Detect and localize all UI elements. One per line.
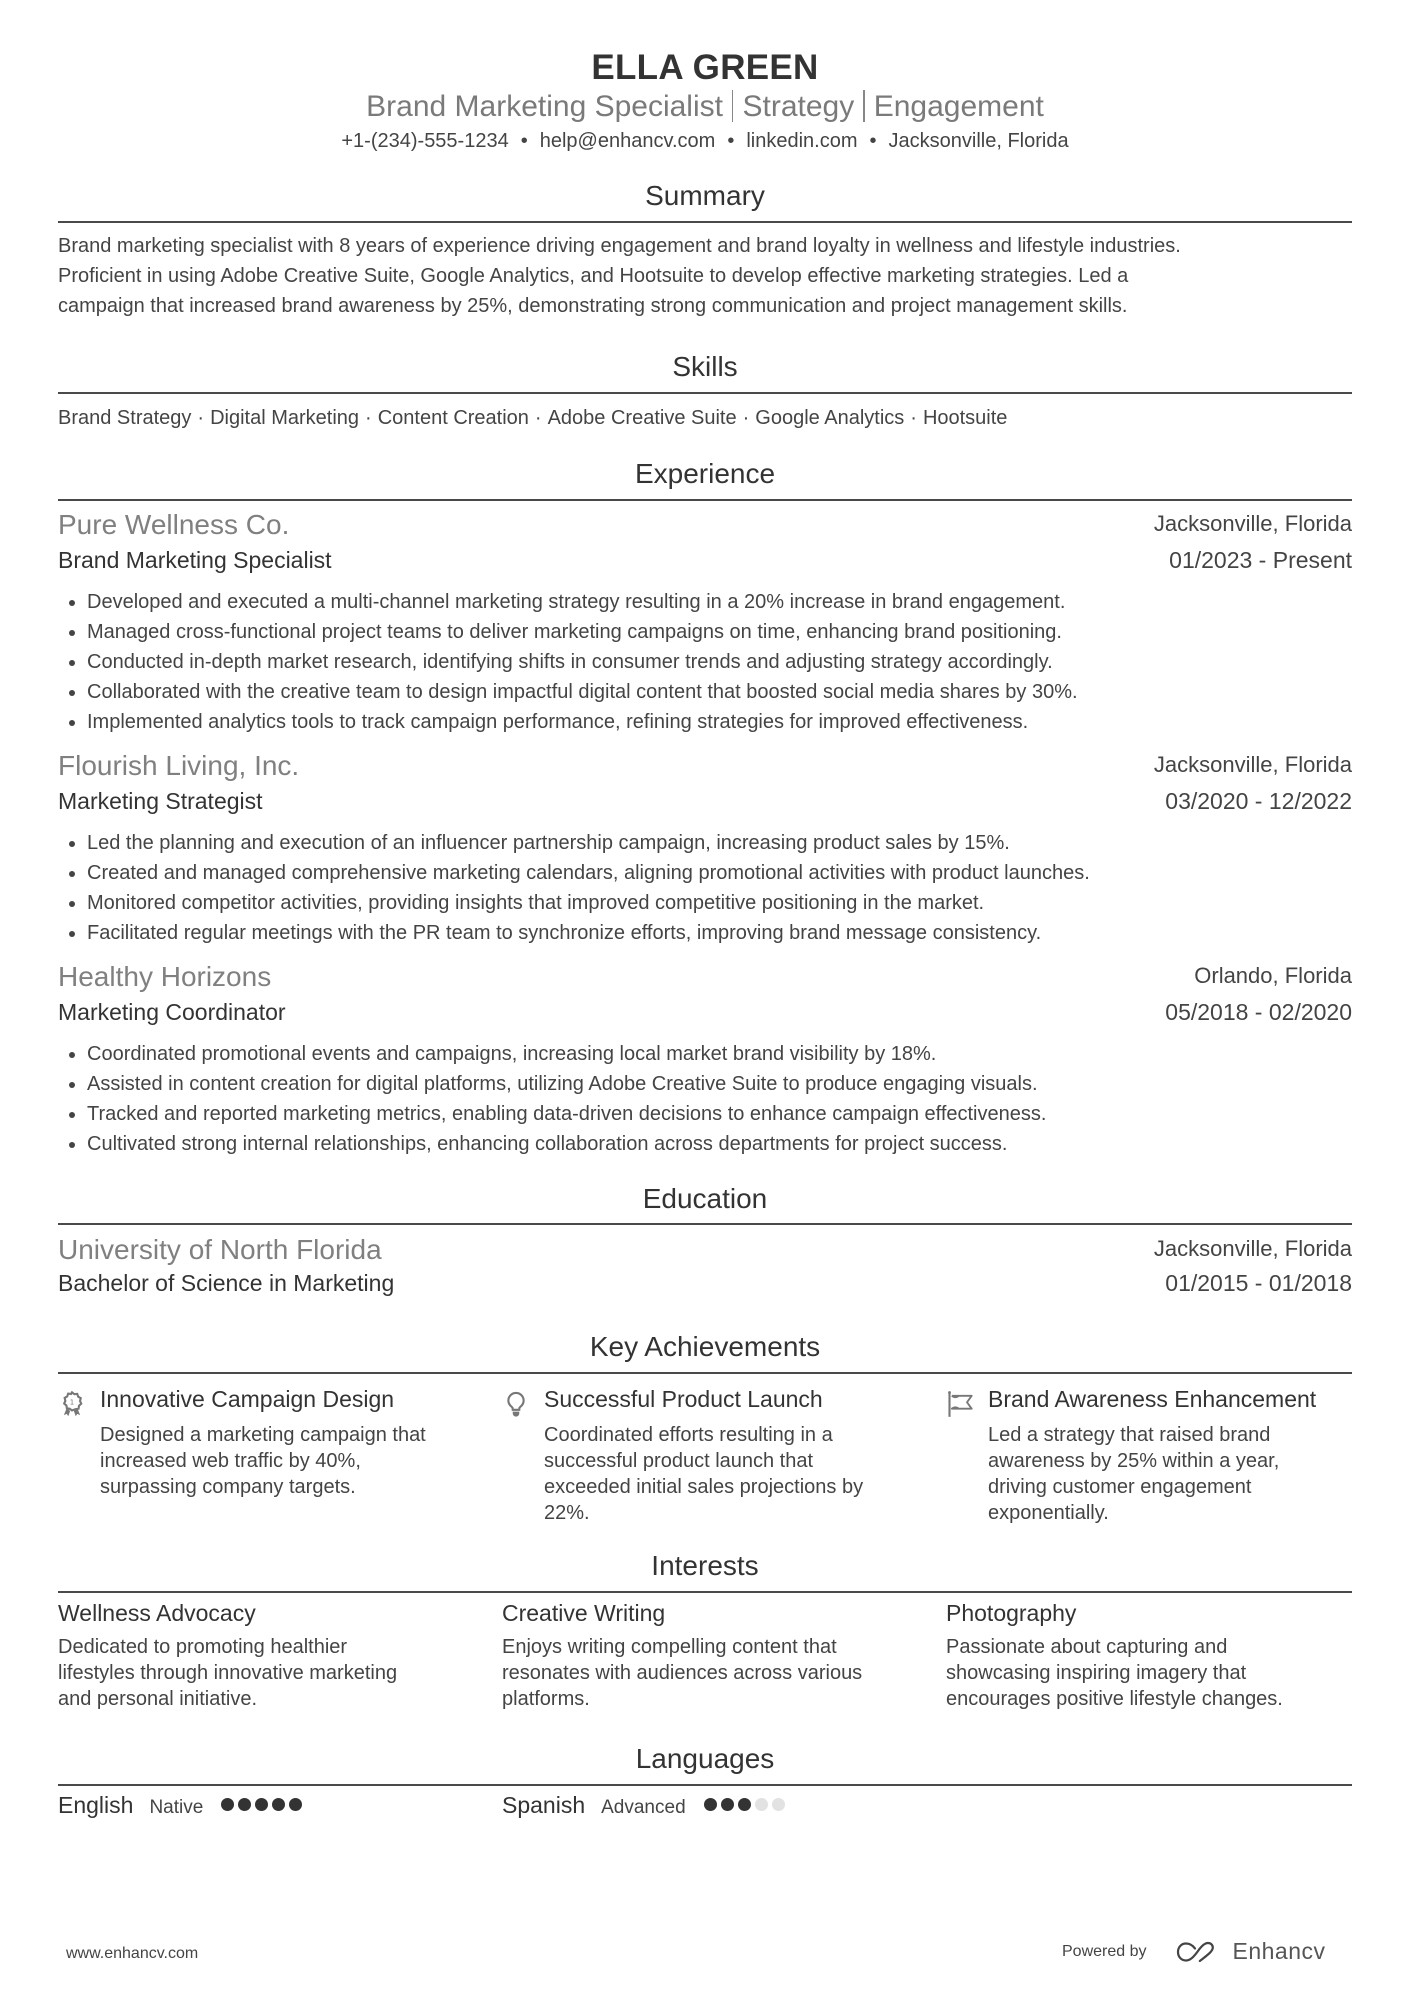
interest-line: encourages positive lifestyle changes.	[946, 1688, 1283, 1710]
interest-description	[502, 1634, 912, 1712]
section-divider	[58, 221, 1352, 223]
language-name: English	[58, 1792, 134, 1818]
award-ribbon-icon	[58, 1390, 86, 1418]
contact-separator: •	[727, 130, 735, 152]
rating-dot-filled	[721, 1798, 734, 1811]
company-name: Healthy Horizons	[58, 961, 272, 992]
skill-item: Hootsuite	[922, 407, 1008, 429]
powered-by-label: Powered by	[1062, 1942, 1147, 1960]
achievement-line: exponentially.	[988, 1502, 1109, 1524]
achievement-line: Designed a marketing campaign that	[100, 1424, 426, 1446]
bullet-item: Led the planning and execution of an influencer partnership campaign, increasing product sales by 15%.	[58, 828, 1090, 858]
headline-divider	[863, 90, 865, 122]
job-title: Marketing Strategist	[58, 788, 263, 814]
section-divider	[58, 1784, 1352, 1786]
language-rating	[221, 1798, 302, 1811]
footer-powered-by[interactable]	[1062, 1938, 1326, 1965]
headline-focus-2: Engagement	[873, 90, 1044, 123]
achievement-line: surpassing company targets.	[100, 1476, 356, 1498]
candidate-name: ELLA GREEN	[591, 48, 819, 87]
interest-title: Creative Writing	[502, 1600, 666, 1626]
section-divider	[58, 1591, 1352, 1593]
language-item	[58, 1792, 302, 1819]
section-title-skills: Skills	[672, 351, 738, 382]
svg-text:1: 1	[69, 1398, 75, 1407]
contact-email[interactable]: help@enhancv.com	[539, 130, 716, 152]
interest-description	[58, 1634, 468, 1712]
achievement-line: exceeded initial sales projections by	[544, 1476, 864, 1498]
job-bullets	[58, 828, 1090, 948]
section-title-languages: Languages	[635, 1743, 775, 1774]
section-divider	[58, 499, 1352, 501]
interest-line: Enjoys writing compelling content that	[502, 1636, 837, 1658]
achievement-line: successful product launch that	[544, 1450, 814, 1472]
skill-item: Digital Marketing	[210, 407, 360, 429]
skill-separator: ·	[365, 407, 372, 429]
rating-dot-empty	[755, 1798, 768, 1811]
achievement-title: Innovative Campaign Design	[100, 1386, 395, 1412]
school-location: Jacksonville, Florida	[1153, 1236, 1352, 1261]
bullet-item: Collaborated with the creative team to design impactful digital content that boosted social media shares by 30%.	[58, 677, 1078, 707]
company-name: Pure Wellness Co.	[58, 509, 290, 540]
headline-focus-1: Strategy	[742, 90, 855, 123]
achievement-description	[988, 1422, 1378, 1526]
achievement-description	[544, 1422, 934, 1526]
achievement-title: Brand Awareness Enhancement	[988, 1386, 1317, 1412]
rating-dot-empty	[772, 1798, 785, 1811]
skill-item: Adobe Creative Suite	[547, 407, 737, 429]
headline-role: Brand Marketing Specialist	[366, 90, 723, 123]
language-level: Advanced	[601, 1797, 686, 1818]
achievement-line: Coordinated efforts resulting in a	[544, 1424, 833, 1446]
job-location: Jacksonville, Florida	[1153, 752, 1352, 777]
job-location: Orlando, Florida	[1194, 963, 1352, 988]
contact-line	[58, 130, 1352, 153]
language-item	[502, 1792, 785, 1819]
bullet-item: Created and managed comprehensive marketing calendars, aligning promotional activities with product launches.	[58, 858, 1090, 888]
job-dates: 05/2018 - 02/2020	[1165, 999, 1352, 1025]
skill-separator: ·	[742, 407, 750, 429]
language-rating	[704, 1798, 785, 1811]
bullet-item: Facilitated regular meetings with the PR team to synchronize efforts, improving brand message consistency.	[58, 918, 1090, 948]
section-divider	[58, 1223, 1352, 1225]
skills-list	[58, 403, 1007, 433]
job-location: Jacksonville, Florida	[1153, 511, 1352, 536]
achievement-title: Successful Product Launch	[544, 1386, 823, 1412]
enhancv-brand-name: Enhancv	[1232, 1938, 1326, 1964]
language-name: Spanish	[502, 1792, 586, 1818]
section-divider	[58, 1372, 1352, 1374]
skill-separator: ·	[910, 407, 917, 429]
job-dates: 01/2023 - Present	[1169, 547, 1352, 573]
rating-dot-filled	[238, 1798, 251, 1811]
interest-title: Wellness Advocacy	[58, 1600, 256, 1626]
bullet-item: Coordinated promotional events and campaigns, increasing local market brand visibility by 18%.	[58, 1039, 1046, 1069]
section-title-education: Education	[642, 1183, 768, 1214]
achievement-description	[100, 1422, 490, 1500]
bullet-item: Assisted in content creation for digital platforms, utilizing Adobe Creative Suite to produce engaging visuals.	[58, 1069, 1046, 1099]
interest-line: lifestyles through innovative marketing	[58, 1662, 398, 1684]
rating-dot-filled	[289, 1798, 302, 1811]
bullet-item: Tracked and reported marketing metrics, enabling data-driven decisions to enhance campaign effectiveness.	[58, 1099, 1046, 1129]
enhancv-logo-icon	[1175, 1940, 1223, 1964]
lightbulb-icon	[502, 1390, 530, 1418]
skill-separator: ·	[534, 407, 542, 429]
company-name: Flourish Living, Inc.	[58, 750, 300, 781]
summary-line: campaign that increased brand awareness by 25%, demonstrating strong communication and project management skills.	[58, 295, 1128, 317]
bullet-item: Managed cross-functional project teams to deliver marketing campaigns on time, enhancing brand positioning.	[58, 617, 1078, 647]
interest-line: and personal initiative.	[58, 1688, 258, 1710]
bullet-item: Cultivated strong internal relationships, enhancing collaboration across departments for project success.	[58, 1129, 1046, 1159]
rating-dot-filled	[704, 1798, 717, 1811]
job-title: Marketing Coordinator	[58, 999, 286, 1025]
summary-line: Brand marketing specialist with 8 years of experience driving engagement and brand loyalty in wellness and lifestyle industries.	[58, 235, 1181, 257]
headline-divider	[732, 90, 734, 122]
contact-phone[interactable]: +1-(234)-555-1234	[341, 130, 509, 152]
achievement-line: 22%.	[544, 1502, 590, 1524]
skill-item: Content Creation	[377, 407, 529, 429]
job-bullets	[58, 1039, 1046, 1159]
bullet-item: Implemented analytics tools to track campaign performance, refining strategies for improved effectiveness.	[58, 707, 1078, 737]
rating-dot-filled	[272, 1798, 285, 1811]
skill-item: Google Analytics	[755, 407, 905, 429]
summary-text	[58, 231, 1352, 321]
bullet-item: Developed and executed a multi-channel marketing strategy resulting in a 20% increase in brand engagement.	[58, 587, 1078, 617]
bullet-item: Monitored competitor activities, providing insights that improved competitive positioning in the market.	[58, 888, 1090, 918]
section-title-summary: Summary	[645, 180, 765, 211]
interest-line: Passionate about capturing and	[946, 1636, 1228, 1658]
contact-separator: •	[869, 130, 877, 152]
summary-line: Proficient in using Adobe Creative Suite, Google Analytics, and Hootsuite to develop effective marketing strategies. Led a	[58, 265, 1129, 287]
contact-location: Jacksonville, Florida	[888, 130, 1069, 152]
achievement-line: awareness by 25% within a year,	[988, 1450, 1280, 1472]
section-divider	[58, 392, 1352, 394]
footer-website-link[interactable]: www.enhancv.com	[66, 1945, 199, 1962]
interest-line: Dedicated to promoting healthier	[58, 1636, 348, 1658]
rating-dot-filled	[221, 1798, 234, 1811]
interest-line: platforms.	[502, 1688, 590, 1710]
interest-line: resonates with audiences across various	[502, 1662, 863, 1684]
job-title: Brand Marketing Specialist	[58, 547, 332, 573]
interest-title: Photography	[946, 1600, 1077, 1626]
interest-description	[946, 1634, 1356, 1712]
contact-separator: •	[520, 130, 528, 152]
skill-item: Brand Strategy	[58, 407, 192, 429]
rating-dot-filled	[738, 1798, 751, 1811]
job-bullets	[58, 587, 1078, 737]
headline	[58, 90, 1352, 124]
skill-separator: ·	[197, 407, 205, 429]
section-title-achievements: Key Achievements	[589, 1331, 821, 1362]
job-dates: 03/2020 - 12/2022	[1165, 788, 1352, 814]
education-dates: 01/2015 - 01/2018	[1165, 1270, 1352, 1296]
interest-line: showcasing inspiring imagery that	[946, 1662, 1247, 1684]
school-name: University of North Florida	[58, 1234, 382, 1265]
language-level: Native	[149, 1797, 204, 1818]
section-title-experience: Experience	[634, 458, 776, 489]
achievement-line: driving customer engagement	[988, 1476, 1252, 1498]
achievement-line: Led a strategy that raised brand	[988, 1424, 1271, 1446]
section-title-interests: Interests	[651, 1550, 759, 1581]
degree: Bachelor of Science in Marketing	[58, 1270, 395, 1296]
contact-linkedin[interactable]: linkedin.com	[746, 130, 858, 152]
achievement-line: increased web traffic by 40%,	[100, 1450, 361, 1472]
bullet-item: Conducted in-depth market research, identifying shifts in consumer trends and adjusting strategy accordingly.	[58, 647, 1078, 677]
rating-dot-filled	[255, 1798, 268, 1811]
flag-icon	[946, 1390, 974, 1418]
